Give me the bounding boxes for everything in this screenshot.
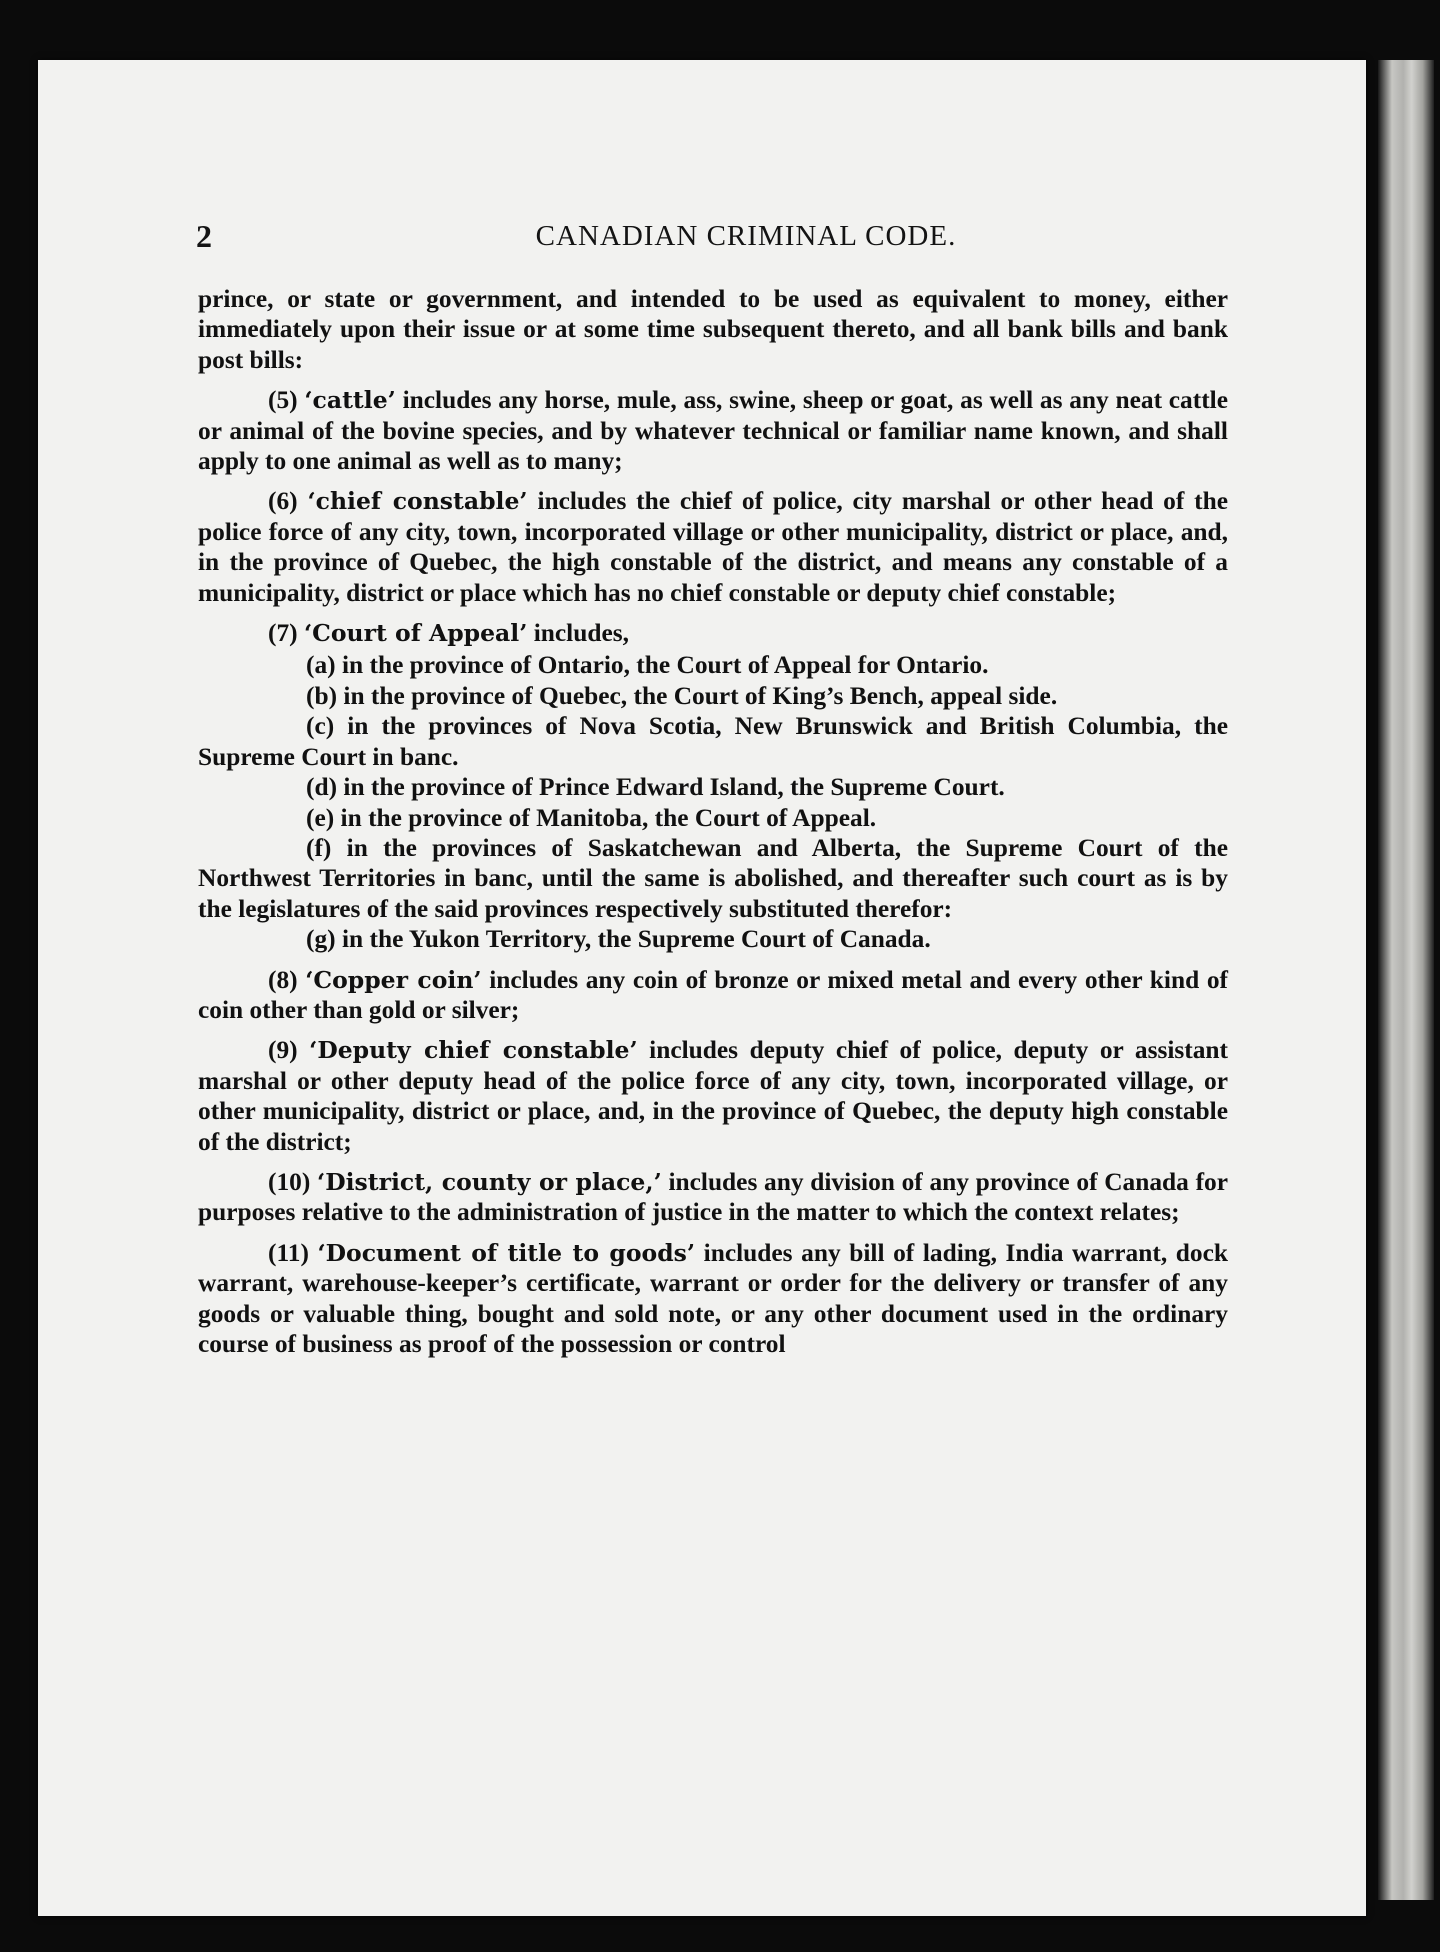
clause-text: in the province of Prince Edward Island, the Supreme Court.: [343, 773, 1005, 802]
clause-text: in the provinces of Saskatchewan and Alberta, the Supreme Court of the Northwest Territories in banc, until the same is abolished, and thereafter such court as is by the legislatures of the said provinces respectively substituted therefor:: [198, 833, 1228, 923]
clause-b: [198, 681, 1228, 711]
defined-term: ‘cattle’: [304, 386, 396, 415]
definition-number: (7): [268, 619, 298, 648]
definition-number: (6): [268, 487, 298, 516]
defined-term: ‘Deputy chief constable’: [309, 1036, 638, 1065]
clause-letter: (d): [306, 773, 338, 802]
definition-text: includes any coin of bronze or mixed metal and every other kind of coin other than gold or silver;: [198, 965, 1228, 1024]
clause-letter: (a): [306, 651, 336, 680]
definition-number: (8): [268, 965, 298, 994]
clause-d: [198, 772, 1228, 802]
running-title: CANADIAN CRIMINAL CODE.: [535, 220, 957, 252]
page-edge-binding: [1378, 60, 1434, 1900]
defined-term: ‘Copper coin’: [305, 965, 482, 994]
definition-text: includes any horse, mule, ass, swine, sheep or goat, as well as any neat cattle or animal of the bovine species, and by whatever technical or familiar name known, and shall apply to one animal as well as to many;: [198, 386, 1228, 476]
definition-number: (5): [268, 386, 298, 415]
clause-e: [198, 803, 1228, 833]
paragraph-continuation: [198, 284, 1228, 375]
definition-text: includes,: [527, 619, 629, 648]
clause-f: [198, 833, 1228, 924]
clause-text: in the province of Manitoba, the Court of Appeal.: [340, 803, 877, 832]
definition-number: (9): [268, 1036, 298, 1065]
definition-cattle: [198, 385, 1228, 476]
defined-term: ‘District, county or place,’: [317, 1167, 662, 1196]
definition-court-of-appeal: [198, 618, 1228, 648]
clause-letter: (b): [306, 681, 338, 710]
defined-term: ‘chief constable’: [307, 487, 528, 516]
paragraph-text: prince, or state or government, and intended to be used as equivalent to money, either immediately upon their issue or at some time subsequent thereto, and all bank bills and bank post bills:: [198, 285, 1228, 374]
definition-copper-coin: [198, 965, 1228, 1026]
page-number: 2: [196, 218, 212, 254]
definition-district-county-place: [198, 1167, 1228, 1228]
clause-g: [198, 924, 1228, 954]
clause-c: [198, 711, 1228, 772]
clause-letter: (c): [306, 712, 335, 741]
defined-term: ‘Document of title to goods’: [317, 1238, 696, 1267]
clause-letter: (g): [306, 925, 336, 954]
clause-a: [198, 650, 1228, 680]
definition-text: includes deputy chief of police, deputy or assistant marshal or other deputy head of the police force of any city, town, incorporated village, or other municipality, district or place, and, in the province of Quebec, the deputy high constable of the district;: [198, 1036, 1228, 1156]
running-head: [196, 218, 1216, 258]
definition-text: includes any bill of lading, India warrant, dock warrant, warehouse-keeper’s certificate, warrant or order for the delivery or transfer of any goods or valuable thing, bought and sold note, or any other document used in the ordinary course of business as proof of the possession or control: [198, 1238, 1228, 1358]
clause-text: in the province of Ontario, the Court of Appeal for Ontario.: [341, 651, 989, 680]
defined-term: ‘Court of Appeal’: [303, 619, 528, 648]
definition-text: includes any division of any province of Canada for purposes relative to the administration of justice in the matter to which the context relates;: [198, 1167, 1228, 1227]
definition-deputy-chief-constable: [198, 1035, 1228, 1157]
definition-chief-constable: [198, 486, 1228, 608]
definition-number: (11): [268, 1238, 309, 1267]
body-text: [198, 284, 1228, 1361]
clause-text: in the Yukon Territory, the Supreme Court of Canada.: [341, 925, 931, 954]
definition-number: (10): [268, 1167, 311, 1196]
clause-text: in the province of Quebec, the Court of King’s Bench, appeal side.: [343, 681, 1058, 710]
clause-text: in the provinces of Nova Scotia, New Brunswick and British Columbia, the Supreme Court in banc.: [198, 712, 1228, 771]
clause-letter: (f): [306, 833, 332, 862]
definition-text: includes the chief of police, city marshal or other head of the police force of any city, town, incorporated village or other municipality, district or place, and, in the province of Quebec, the high constable of the district, and means any constable of a municipality, district or place which has no chief constable or deputy chief constable;: [198, 487, 1228, 607]
clause-letter: (e): [306, 803, 335, 832]
definition-document-of-title: [198, 1238, 1228, 1360]
